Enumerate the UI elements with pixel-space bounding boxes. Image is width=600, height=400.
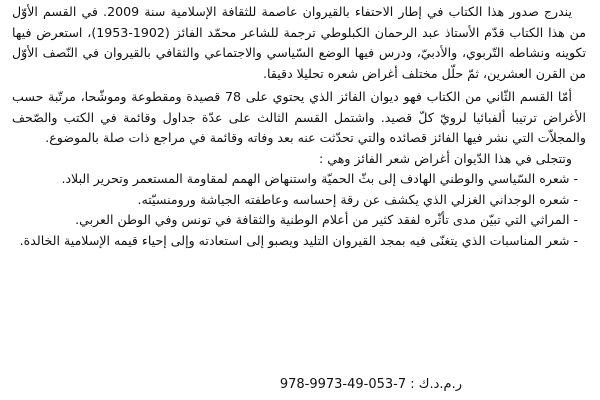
theme-romantic: - شعره الوجداني الغزلي الذي يكشف عن رقة إحساسه وعاطفته الجياشة ورومنسيّته.	[137, 191, 578, 207]
themes-intro: وتتجلى في هذا الدّيوان أغراض شعر الفائز وهي :	[319, 150, 572, 166]
theme-occasions: - شعر المناسبات الذي يتغنّى فيه بمجد القيروان التليد ويصبو إلى استعادته وإلى إحياء قيمه الإسلامية الخالدة.	[19, 232, 578, 248]
section-two-paragraph: أمّا القسم الثّاني من الكتاب فهو ديوان الفائز الذي يحتوي على 78 قصيدة ومقطوعة وموشّحا، مرتّبة حسب الأغراض ترتيبا ألفبائيا لرويّ كلّ قصيد. واشتمل القسم الثالث على عدّة جداول وقائمة في الكتب والصّحف والمجلاّت التي نشر فيها الفائز قصائده والتي تحدّثت عنه بعد وفاته وقائمة في مراجع ذات صلة بالموضوع.	[12, 89, 586, 145]
theme-elegies: - المراثي التي تبيّن مدى تأثّره لفقد كثير من أعلام الوطنية والثقافة في تونس وفي الوطن العربي.	[75, 212, 578, 227]
isbn-number: 978-9973-49-053-7	[279, 377, 407, 392]
theme-political: - شعره السّياسي والوطني الهادف إلى بثّ الحميّة واستنهاض الهمم لمقاومة المستعمر وتحرير البلاد.	[61, 171, 578, 186]
isbn-line	[0, 376, 462, 394]
isbn-label: ر.م.د.ك :	[410, 377, 462, 392]
intro-paragraph: يندرج صدور هذا الكتاب في إطار الاحتفاء بالقيروان عاصمة للثقافة الإسلامية سنة 2009. في القسم الأوّل من هذا الكتاب قدّم الأستاذ عبد الرحمان الكبلوطي ترجمة للشاعر محمّد الفائز (1902-1953)، استعرض فيها تكوينه ونشاطه التّربوي، والأدبيّ، ودرس فيها الوضع السّياسي والاجتماعي والثقافي بالقيروان في النّصف الأوّل من القرن العشرين، ثمّ حلّل مختلف أغراض شعره تحليلا دقيقا.	[12, 4, 586, 81]
